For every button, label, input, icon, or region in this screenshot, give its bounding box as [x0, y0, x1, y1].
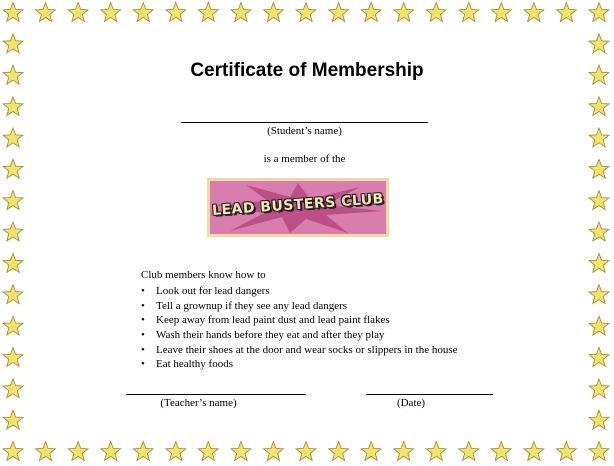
star-icon: [589, 3, 609, 22]
star-icon: [589, 379, 609, 398]
star-icon: [459, 3, 479, 22]
club-logo-text: LEAD BUSTERS CLUB: [211, 191, 385, 219]
star-icon: [3, 222, 23, 241]
star-icon: [3, 3, 23, 22]
student-name-caption: (Student’s name): [267, 125, 342, 137]
star-icon: [589, 222, 609, 241]
star-icon: [426, 3, 446, 22]
star-icon: [3, 34, 23, 53]
star-icon: [231, 442, 251, 461]
star-icon: [589, 191, 609, 210]
star-icon: [68, 442, 88, 461]
star-icon: [166, 3, 186, 22]
star-icon: [361, 442, 381, 461]
star-icon: [3, 442, 23, 461]
star-icon: [296, 3, 316, 22]
club-skills-list: [141, 284, 458, 372]
star-icon: [524, 3, 544, 22]
star-icon: [459, 442, 479, 461]
star-icon: [589, 128, 609, 147]
star-icon: [589, 159, 609, 178]
star-icon: [394, 442, 414, 461]
star-icon: [3, 97, 23, 116]
teacher-name-line: [126, 394, 306, 395]
star-icon: [68, 3, 88, 22]
star-icon: [557, 442, 577, 461]
star-icon: [589, 347, 609, 366]
certificate-title: Certificate of Membership: [190, 60, 424, 81]
star-icon: [101, 3, 121, 22]
star-icon: [589, 285, 609, 304]
list-item: • Tell a grownup if they see any lead dangers: [141, 299, 458, 314]
star-icon: [589, 316, 609, 335]
star-icon: [198, 442, 218, 461]
star-icon: [426, 442, 446, 461]
star-icon: [361, 3, 381, 22]
star-icon: [3, 128, 23, 147]
star-icon: [296, 442, 316, 461]
star-icon: [36, 442, 56, 461]
star-icon: [264, 442, 284, 461]
star-icon: [3, 379, 23, 398]
list-item: • Look out for lead dangers: [141, 284, 458, 299]
star-icon: [589, 410, 609, 429]
star-icon: [3, 159, 23, 178]
star-icon: [589, 442, 609, 461]
star-icon: [231, 3, 251, 22]
club-logo: [207, 178, 389, 237]
member-of-text: is a member of the: [263, 153, 346, 165]
star-icon: [557, 3, 577, 22]
list-item: • Eat healthy foods: [141, 357, 458, 372]
star-icon: [524, 442, 544, 461]
star-icon: [589, 253, 609, 272]
star-icon: [133, 442, 153, 461]
list-item: • Leave their shoes at the door and wear socks or slippers in the house: [141, 343, 458, 358]
star-icon: [166, 442, 186, 461]
star-icon: [491, 3, 511, 22]
star-icon: [36, 3, 56, 22]
club-intro: Club members know how to: [141, 269, 266, 281]
star-icon: [3, 191, 23, 210]
star-icon: [3, 347, 23, 366]
star-icon: [3, 253, 23, 272]
star-icon: [394, 3, 414, 22]
star-icon: [3, 285, 23, 304]
star-icon: [589, 34, 609, 53]
teacher-name-caption: (Teacher’s name): [160, 397, 237, 409]
star-icon: [3, 316, 23, 335]
star-icon: [589, 97, 609, 116]
star-icon: [264, 3, 284, 22]
star-icon: [133, 3, 153, 22]
star-icon: [3, 410, 23, 429]
star-icon: [198, 3, 218, 22]
star-icon: [329, 3, 349, 22]
star-icon: [329, 442, 349, 461]
list-item: • Keep away from lead paint dust and lead paint flakes: [141, 313, 458, 328]
date-caption: (Date): [396, 397, 426, 409]
date-line: [366, 394, 493, 395]
list-item: • Wash their hands before they eat and after they play: [141, 328, 458, 343]
star-icon: [101, 442, 121, 461]
star-icon: [491, 442, 511, 461]
student-name-line: [181, 122, 428, 123]
